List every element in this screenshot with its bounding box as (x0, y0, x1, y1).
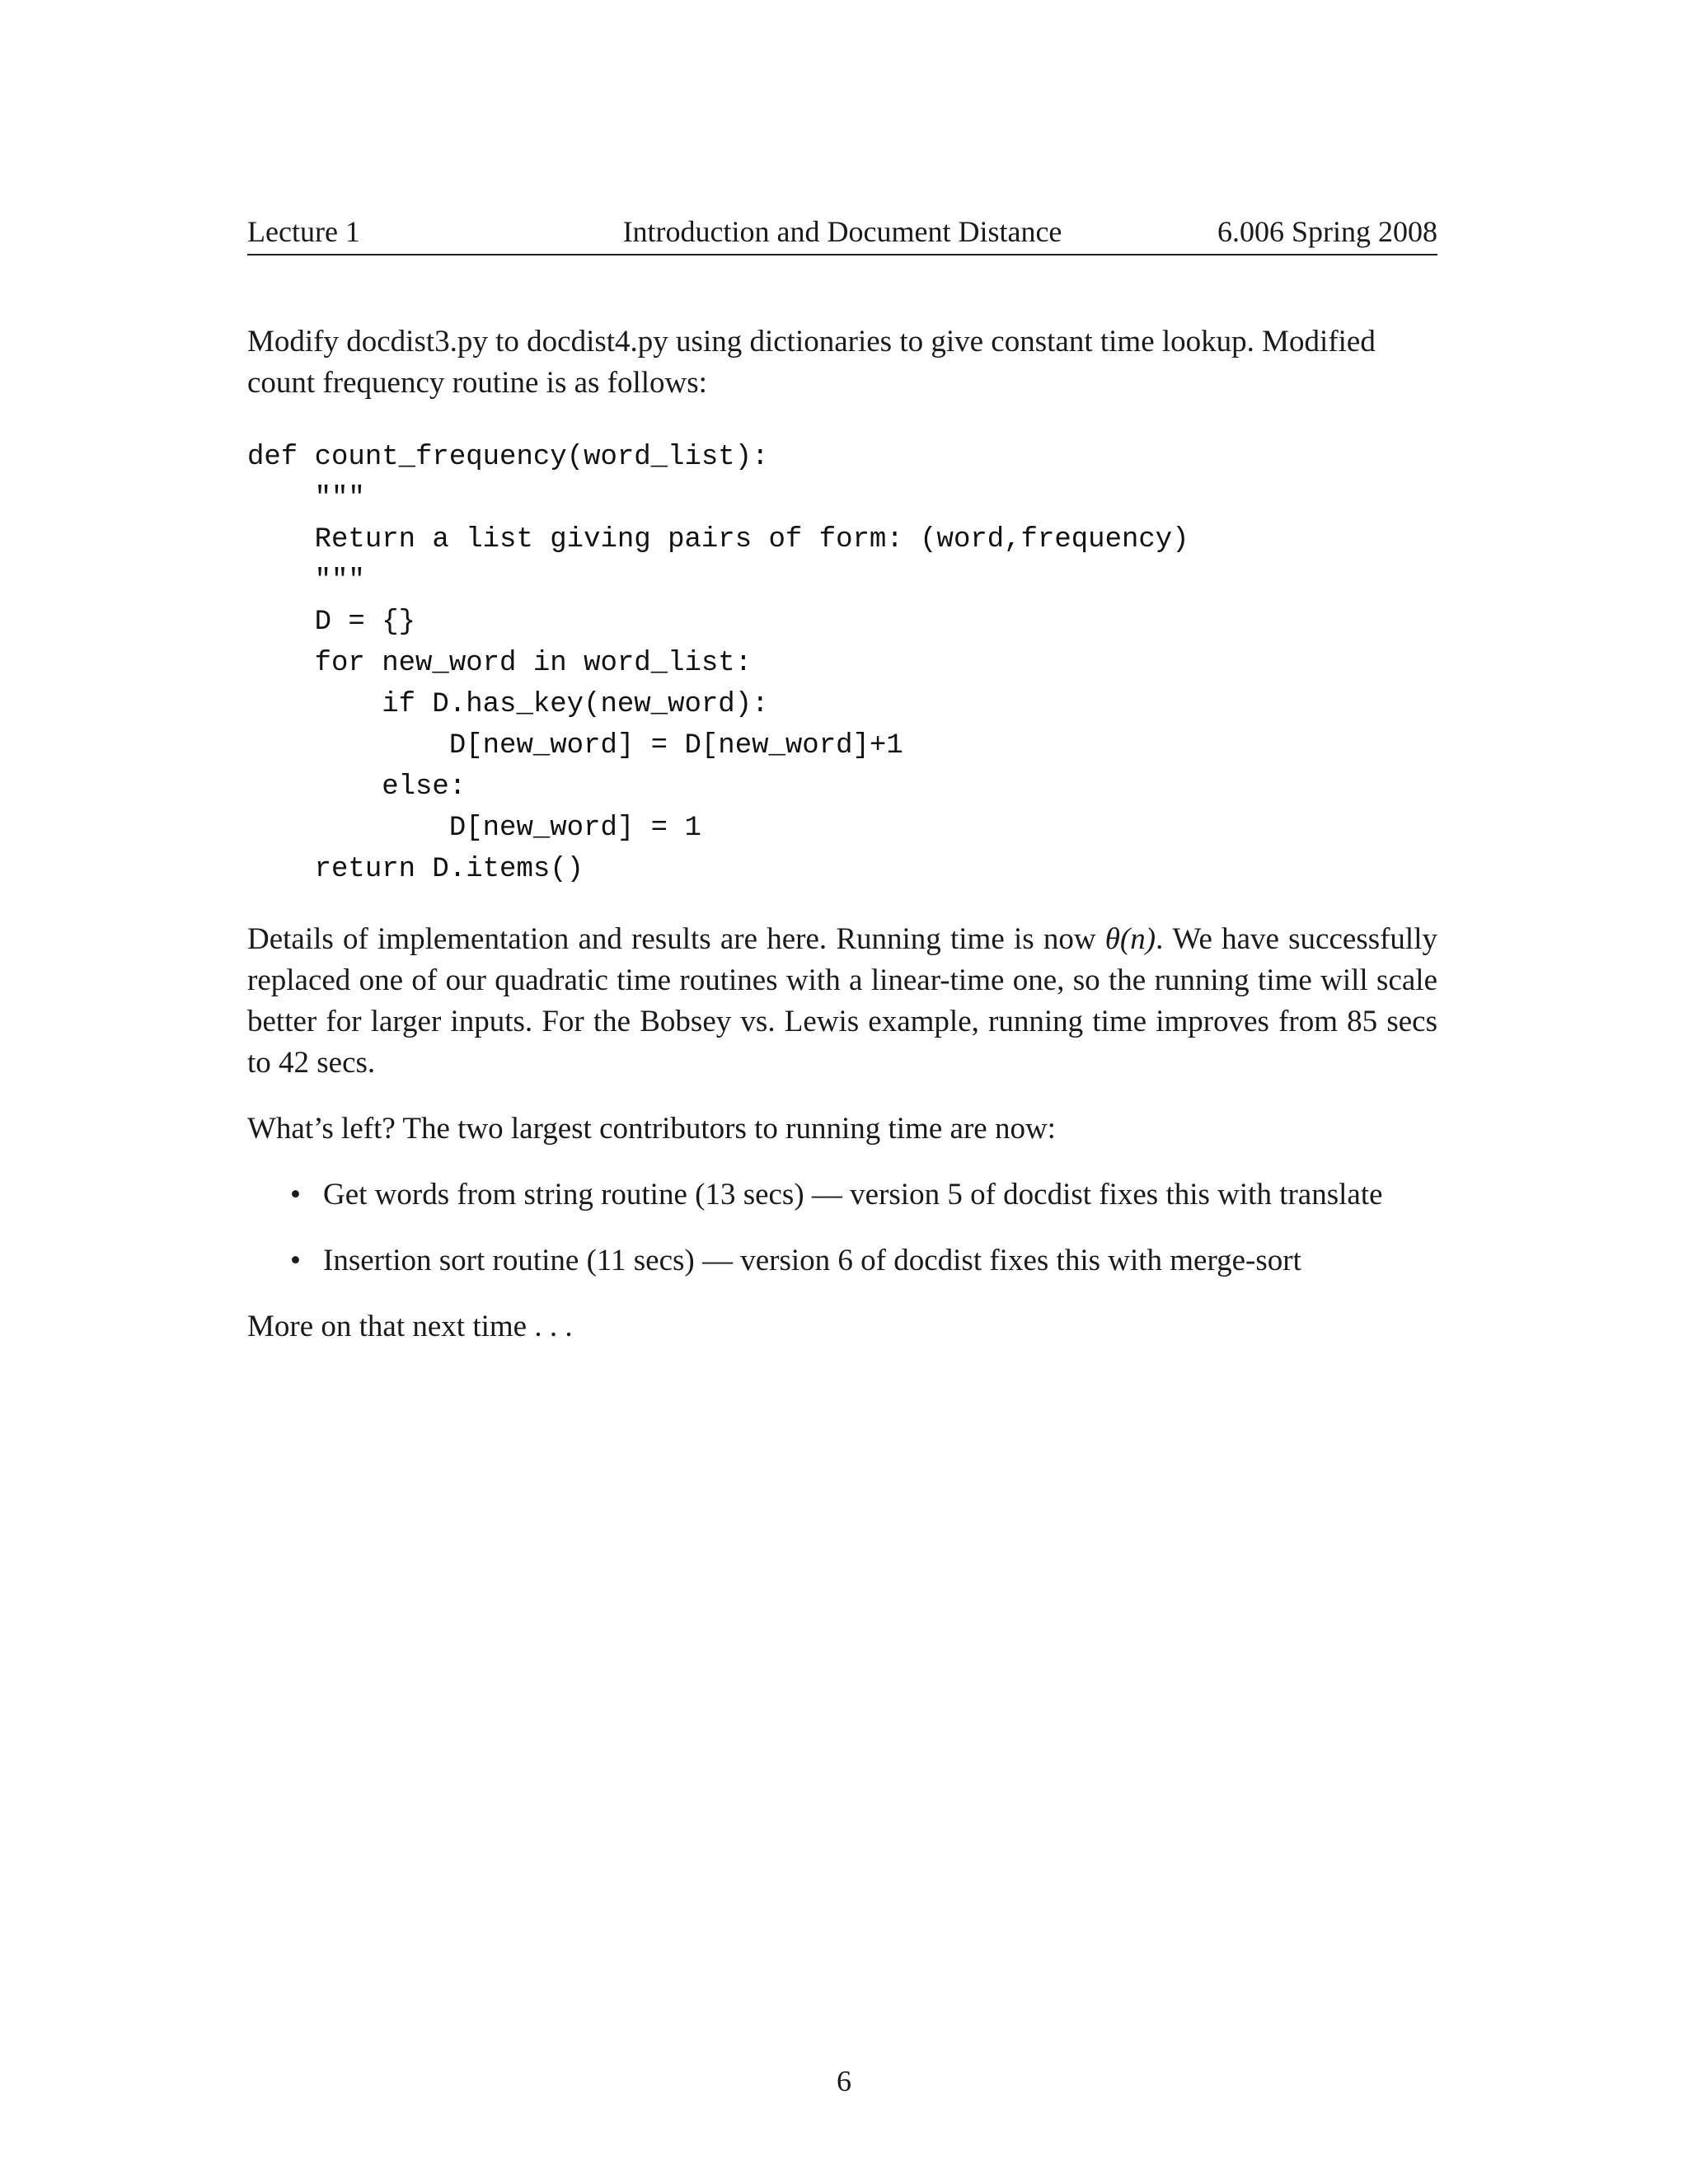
code-line: for new_word in word_list: (247, 648, 753, 679)
code-line: """ (247, 565, 365, 597)
list-item-text: Get words from string routine (13 secs) — version 5 of docdist fixes this with translate (323, 1178, 1383, 1212)
code-line: D = {} (247, 607, 416, 638)
code-line: D[new_word] = 1 (247, 813, 701, 844)
code-line: else: (247, 771, 467, 803)
contributors-list (247, 1174, 1437, 1282)
header-title: Introduction and Document Distance (622, 215, 1062, 248)
page-header (247, 213, 1437, 255)
code-line: """ (247, 483, 365, 514)
intro-paragraph (247, 321, 1437, 404)
running-time-math: θ(n) (1104, 922, 1156, 956)
details-paragraph (247, 919, 1437, 1084)
list-item-text: Insertion sort routine (11 secs) — version 6 of docdist fixes this with merge-sort (323, 1244, 1301, 1277)
closing-paragraph: More on that next time . . . (247, 1310, 573, 1343)
code-block (247, 437, 1437, 890)
code-line: def count_frequency(word_list): (247, 442, 769, 473)
code-line: Return a list giving pairs of form: (word,frequency) (247, 524, 1189, 555)
bullet-icon: • (290, 1178, 301, 1212)
page-number: 6 (837, 2064, 851, 2097)
list-item (247, 1174, 1437, 1216)
whats-left-paragraph: What’s left? The two largest contributors to running time are now: (247, 1112, 1056, 1146)
intro-line-1: Modify docdist3.py to docdist4.py using dictionaries to give constant time lookup. Modified (247, 325, 1376, 359)
intro-line-2: count frequency routine is as follows: (247, 366, 707, 400)
header-course: 6.006 Spring 2008 (1217, 215, 1437, 248)
code-line: D[new_word] = D[new_word]+1 (247, 730, 903, 762)
bullet-icon: • (290, 1244, 301, 1277)
list-item (247, 1240, 1437, 1282)
details-text-start: Details of implementation and results are here. Running time is now (247, 922, 1105, 956)
code-line: return D.items() (247, 854, 584, 885)
code-line: if D.has_key(new_word): (247, 689, 769, 720)
details-text-end: . We have successfully replaced one of our quadratic time routines with a linear-time one, so the running time will scale better for larger inputs. For the Bobsey vs. Lewis example, running time improves from 85 secs to 42 secs. (247, 922, 1437, 1080)
header-lecture: Lecture 1 (247, 215, 360, 248)
